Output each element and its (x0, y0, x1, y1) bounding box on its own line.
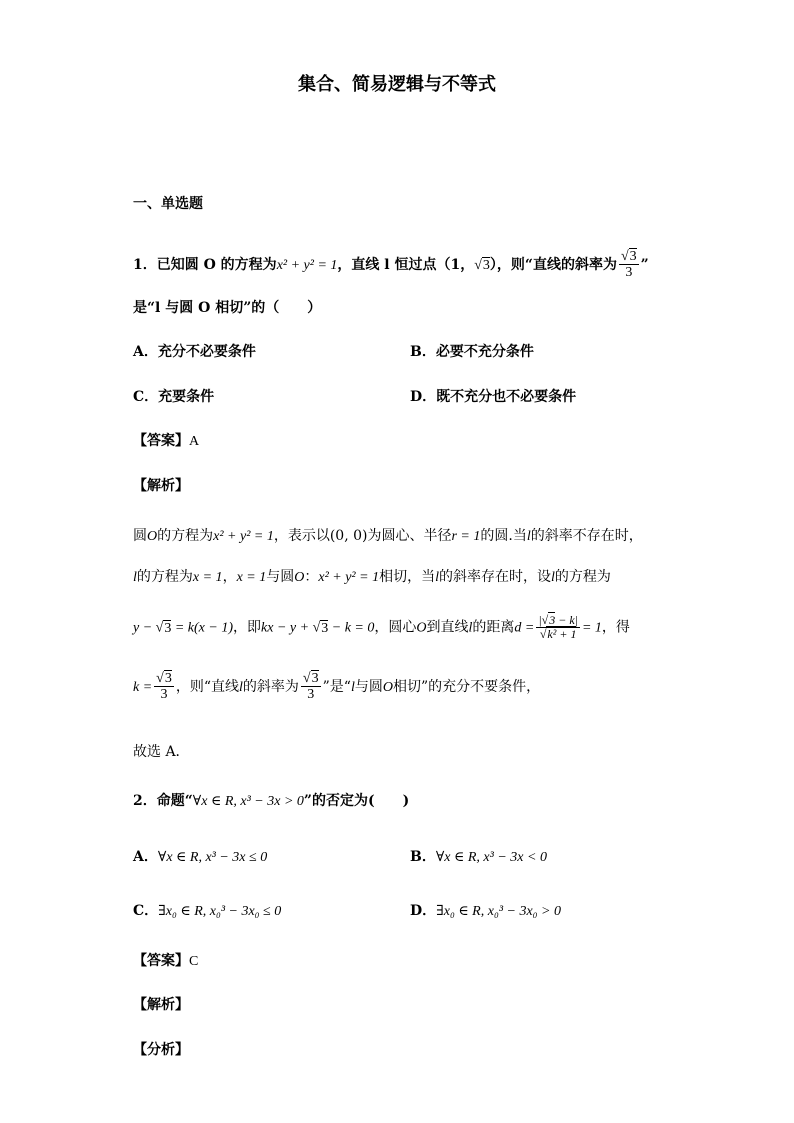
q2-fenxi-label: 【分析】 (133, 1042, 189, 1058)
q2-option-b: B．∀x ∈ R, x³ − 3x < 0 (410, 849, 547, 865)
page-title: 集合、简易逻辑与不等式 (298, 74, 496, 95)
q1-stem-part: 1．已知圆 O 的方程为 (133, 256, 277, 273)
question-1-stem-line2: 是“l 与圆 O 相切”的（ ） (133, 300, 322, 316)
answer-label: 【答案】 (133, 433, 189, 449)
q1-option-d: D．既不充分也不必要条件 (410, 389, 577, 405)
fraction-numerator: 3 (629, 249, 637, 264)
question-1-stem (133, 249, 649, 281)
q1-option-c: C．充要条件 (133, 389, 215, 405)
fraction-denominator: 3 (625, 265, 633, 281)
question-2-stem: 2．命题“∀x ∈ R, x³ − 3x > 0”的否定为( ) (133, 793, 410, 809)
q2-answer: 【答案】C (133, 953, 199, 969)
answer-value: A (189, 434, 200, 449)
solution-line-1: 圆O的方程为x² + y² = 1，表示以(0, 0)为圆心、半径r = 1的圆.当l的斜率不存在时， (133, 528, 643, 544)
q2-analysis-label: 【解析】 (133, 997, 189, 1013)
solution-line-3: y − √3 = k(x − 1)，即kx − y + √3 − k = 0，圆心O到直线l的距离d = $\frac{|√3 - k|}{\text{√k² + 1}}$ = 1，得 (133, 613, 630, 642)
section-heading: 一、单选题 (133, 196, 203, 212)
solution-line-4: k = $\frac{√3}{3}$ ，则“直线l的斜率为 $\frac{√3}{3}$ ”是“l与圆O相切”的充分不要条件， (133, 671, 541, 703)
q1-answer (133, 430, 199, 450)
q1-stem-part: ，直线 l 恒过点（1， (337, 256, 475, 273)
circle-equation: x² + y² = 1 (276, 257, 338, 273)
sqrt-radicand: 3 (482, 257, 490, 273)
solution-line-5: 故选 A． (133, 744, 190, 760)
sqrt-three: √3 (474, 257, 490, 273)
q1-option-a: A．充分不必要条件 (133, 344, 256, 360)
distance-fraction: $\frac{|√3 - k|}{\text{√k² + 1}}$ (538, 613, 578, 642)
q1-stem-part: ），则“直线的斜率为 (489, 256, 617, 273)
q1-stem-part: ” (640, 256, 649, 273)
q1-option-b: B．必要不充分条件 (410, 344, 534, 360)
q1-analysis-label: 【解析】 (133, 478, 189, 494)
q2-option-c: C．∃x₀ ∈ R, x₀³ − 3x₀ ≤ 0 (133, 903, 282, 919)
slope-fraction: $\frac{√3}{3}$ (620, 249, 637, 281)
solution-line-2: l的方程为x = 1，x = 1与圆O：x² + y² = 1相切，当l的斜率存在时，设l的方程为 (133, 569, 611, 585)
q2-option-d: D．∃x₀ ∈ R, x₀³ − 3x₀ > 0 (410, 903, 561, 919)
q2-option-a: A．∀x ∈ R, x³ − 3x ≤ 0 (133, 849, 268, 865)
